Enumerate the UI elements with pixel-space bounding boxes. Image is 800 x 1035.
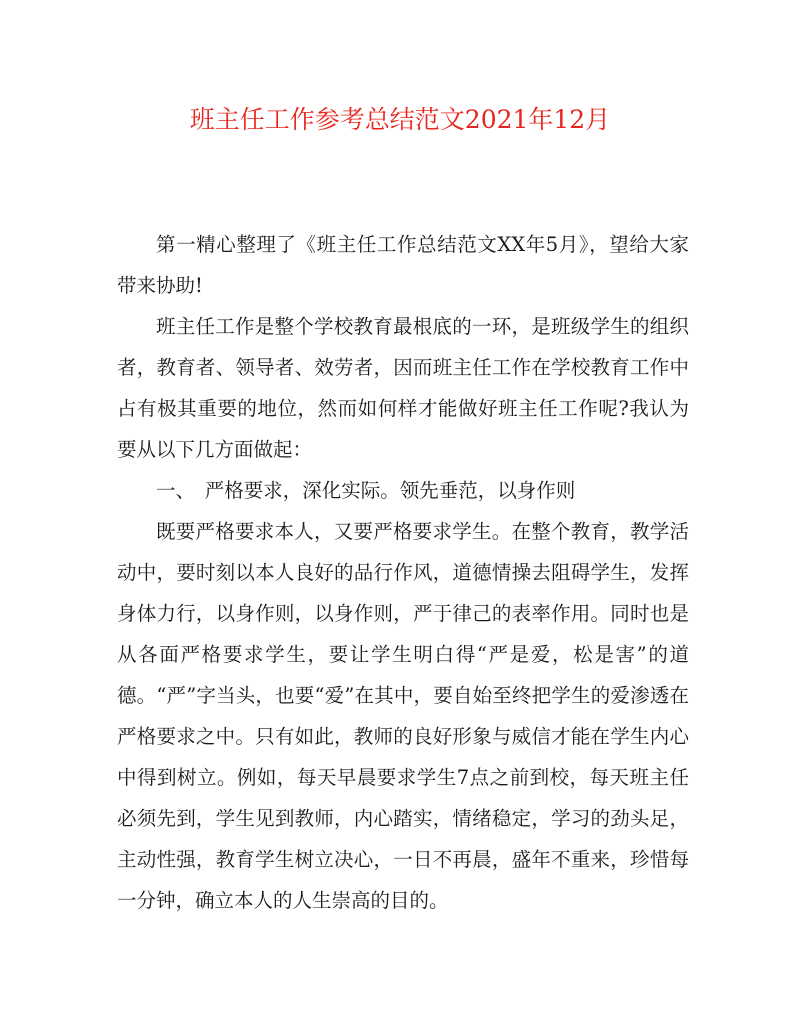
- section-heading-1: 一、 严格要求，深化实际。领先垂范，以身作则: [156, 479, 576, 502]
- paragraph-intro: 第一精心整理了《班主任工作总结范文XX年5月》，望给大家带来协助!: [117, 233, 689, 297]
- paragraph-section-1: 既要严格要求本人，又要严格要求学生。在整个教育，教学活动中，要时刻以本人良好的品行作风，道德情操去阻碍学生，发挥身体力行，以身作则，以身作则，严于律己的表率作用。同时也是从各面严格要求学生，要让学生明白得“严是爱，松是害”的道德。“严”字当头，也要“爱”在其中，要自始至终把学生的爱渗透在严格要求之中。只有如此，教师的良好形象与威信才能在学生内心中得到树立。例如，每天早晨要求学生7点之前到校，每天班主任必须先到，学生见到教师，内心踏实，情绪稳定，学习的劲头足，主动性强，教育学生树立决心，一日不再晨，盛年不重来，珍惜每一分钟，确立本人的人生崇高的目的。: [117, 520, 689, 912]
- document-title: 班主任工作参考总结范文2021年12月: [189, 105, 611, 134]
- paragraph-overview: 班主任工作是整个学校教育最根底的一环，是班级学生的组织者，教育者、领导者、效劳者，因而班主任工作在学校教育工作中占有极其重要的地位，然而如何样才能做好班主任工作呢?我认为要从以下几方面做起：: [117, 315, 689, 461]
- document-body: [117, 224, 689, 921]
